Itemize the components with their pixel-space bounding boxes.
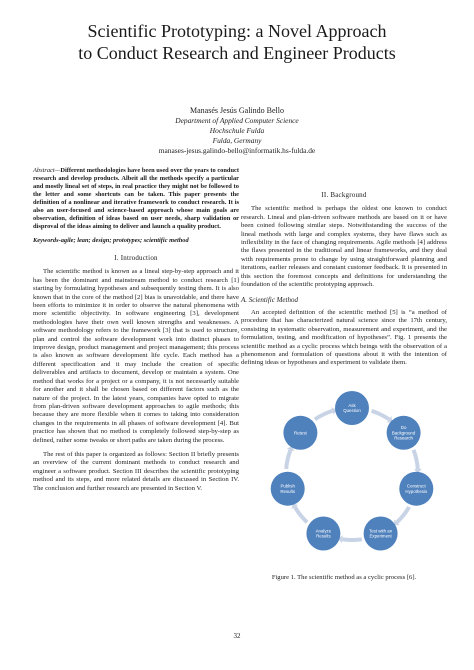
cycle-arrow bbox=[315, 411, 333, 420]
page-number: 32 bbox=[233, 632, 241, 640]
cycle-node bbox=[283, 416, 317, 450]
cycle-node-label: Question bbox=[343, 408, 361, 414]
author-name: Manasés Jesús Galindo Bello bbox=[190, 106, 284, 115]
title-line-1: Scientific Prototyping: a Novel Approach bbox=[87, 21, 387, 41]
abstract-text: Different methodologies have been used over the years to conduct research and develop products. Albeit all the methods specify a particular and mostly lineal set of steps, in real practice they might not be followed to the letter and some shortcuts can be taken. This paper presents the definition of a nonlinear and iterative framework to conduct research. It is also an user-focused and science-based approach whose main goals are observation, definition of ideas based on user needs, sharp validation or disproval of the ideas aiming to deliver and launch a quality product. bbox=[33, 167, 239, 230]
cycle-node-label: Experiment bbox=[369, 533, 392, 539]
cycle-node bbox=[306, 517, 340, 551]
intro-paragraph-1: The scientific method is known as a lineal step-by-step approach and it has been the dominant and mainstream method to conduct research [1] starting by formulating hypotheses and subsequently testing them. It is also known that in the core of the method [2] bias is unavoidable, and there have been efforts to minimize it in order to observe the natural phenomena with more scientific objectivity. In software engineering [3], development methodologies have their own well known strengths and weaknesses. A software methodology refers to the framework [3] that is used to structure, plan and control the software development work into distinct phases to improve design, product management and project management; this process is also known as software development life cycle. Each method has a different specification and it may include the creation of specific deliverables and artifacts to document, develop or maintain a system. One method that works for a project or a company, it is not necessarily suitable for another and it shall be chosen based on different factors such as the nature of the project. In the latest years, companies have opted to migrate from plan-driven software development approaches to agile methods; this because they are more flexible when it comes to taking into consideration changes in the requirements in all phases of software development [4]. But practice has shown that no method is completely followed step-by-step as defined, rather some tweaks or short paths are taken during the process. bbox=[33, 268, 239, 444]
cycle-node-label: Results bbox=[280, 488, 296, 494]
cycle-arrow bbox=[342, 539, 362, 540]
cycle-node-label: Results bbox=[316, 533, 331, 539]
right-column bbox=[241, 182, 447, 368]
scientific-method-cycle-diagram bbox=[262, 386, 442, 564]
cycle-arrow bbox=[372, 411, 390, 420]
cycle-node-label: Hypothesis bbox=[405, 488, 428, 494]
background-paragraph-1: The scientific method is perhaps the oldest one known to conduct research. Lineal and plan-driven software methods are based on it or have been coined following similar steps. Notwithstanding the success of the lineal methods with large and complex systems, they have flaws such as inflexibility in the face of changing requirements. Agile methods [4] address the flaws presented in the traditional and linear frameworks, and they deal with requirements prone to change by using straightforward planning and iterations, earlier releases and constant customer feedback. It is presented in this section the foremost concepts and definitions for understanding the foundation of the scientific prototyping approach. bbox=[241, 205, 447, 289]
cycle-node bbox=[364, 517, 398, 551]
author-block bbox=[60, 106, 414, 156]
section-heading-introduction: I. Introduction bbox=[114, 254, 158, 262]
section-heading-background: II. Background bbox=[321, 191, 367, 199]
paper-title bbox=[20, 20, 454, 64]
cycle-node bbox=[335, 391, 369, 425]
cycle-arrow bbox=[286, 450, 290, 469]
subsection-heading-scientific-method: A. Scientific Method bbox=[241, 296, 298, 305]
intro-paragraph-2: The rest of this paper is organized as follows: Section II briefly presents an overview of the current dominant methods to conduct research and engineer a software product. Section III describes the scientific prototyping method and its steps, and more related details are discussed in Section IV. The conclusion and further research are presented in Section V. bbox=[33, 450, 239, 492]
abstract-lead: Abstract— bbox=[33, 167, 61, 174]
cycle-arrow bbox=[414, 450, 418, 469]
cycle-node-label: Test with an bbox=[369, 528, 393, 534]
author-location: Fulda, Germany bbox=[212, 136, 262, 145]
scientific-method-paragraph: An accepted definition of the scientific method [5] is “a method of procedure that has characterized natural science since the 17th century, consisting in systematic observation, measurement and experiment, and the formulation, testing, and modification of hypotheses”. Fig. 1 presents the scientific method as a cyclic process which beings with the observation of a phenomenon and formulation of questions about it with the intention of defining ideas or hypotheses and experiment to validate them. bbox=[241, 308, 447, 367]
cycle-node-label: Analyze bbox=[315, 528, 332, 534]
cycle-node-label: Research bbox=[394, 435, 413, 441]
author-department: Department of Applied Computer Science bbox=[175, 116, 299, 125]
cycle-arrow bbox=[295, 507, 307, 522]
abstract bbox=[33, 167, 239, 231]
left-column bbox=[33, 167, 239, 493]
cycle-node bbox=[399, 472, 433, 506]
cycle-arrow bbox=[397, 507, 409, 522]
cycle-node-label: Background bbox=[391, 430, 416, 436]
cycle-node-label: Publish bbox=[280, 483, 295, 489]
keywords: Keywords-agile; lean; design; prototypes; scientific method bbox=[33, 237, 189, 244]
cycle-node bbox=[387, 416, 421, 450]
cycle-node-label: Ask bbox=[348, 403, 356, 408]
cycle-node-label: Do bbox=[400, 425, 407, 431]
author-institution: Hochschule Fulda bbox=[209, 126, 265, 135]
cycle-node bbox=[271, 472, 305, 506]
author-email: manases-jesus.galindo-bello@informatik.hs-fulda.de bbox=[158, 146, 316, 155]
title-line-2: to Conduct Research and Engineer Products bbox=[78, 43, 396, 63]
cycle-node-label: Retest bbox=[294, 430, 307, 436]
figure-caption: Figure 1. The scientific method as a cyclic process [6]. bbox=[271, 574, 417, 581]
cycle-node-label: Construct bbox=[406, 483, 426, 489]
